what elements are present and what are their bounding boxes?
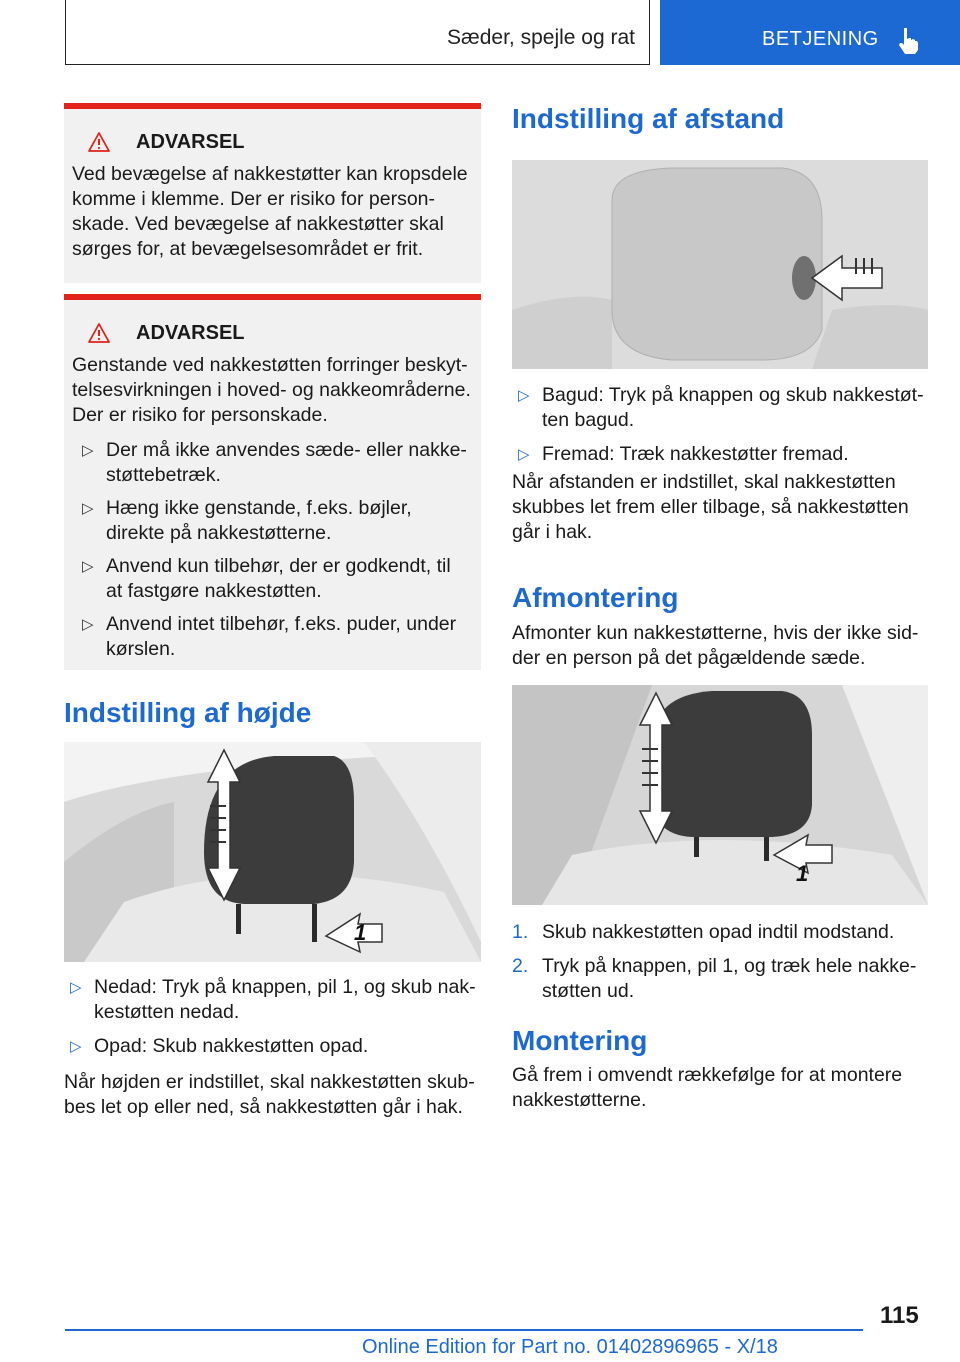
triangle-bullet-icon: ▷ bbox=[82, 500, 94, 517]
warning-text: Genstande ved nakkestøtten forringer beskyttelsesvirkningen i hoved- og nakkeområderne. Der er risiko for personskade. bbox=[72, 354, 471, 426]
triangle-bullet-icon: ▷ bbox=[82, 442, 94, 459]
list-item: ▷ Nedad: Tryk på knappen, pil 1, og skub nakkestøtten nedad. bbox=[70, 976, 476, 1023]
warning-triangle-icon bbox=[88, 323, 110, 343]
header-section-box bbox=[65, 0, 650, 65]
list-item: ▷ Der må ikke anvendes sæde- eller nakkestøttebetræk. bbox=[82, 439, 467, 486]
triangle-bullet-icon: ▷ bbox=[82, 616, 94, 633]
warning-list bbox=[72, 438, 471, 662]
image-callout: 1 bbox=[796, 861, 809, 886]
list-item: ▷ Anvend intet tilbehør, f.eks. puder, under kørslen. bbox=[82, 613, 457, 660]
section-heading-removal: Afmontering bbox=[512, 582, 679, 613]
mounting-text: Gå frem i omvendt rækkefølge for at montere nakkestøtterne. bbox=[512, 1064, 903, 1111]
header-chapter-tab bbox=[660, 0, 960, 65]
page-number: 115 bbox=[880, 1302, 919, 1329]
section-heading-distance: Indstilling af afstand bbox=[512, 103, 785, 134]
list-item: 2. Tryk på knappen, pil 1, og træk hele nakkestøtten ud. bbox=[512, 955, 917, 1002]
header-section-title: Sæder, spejle og rat bbox=[447, 26, 635, 49]
list-item: ▷ Bagud: Tryk på knappen og skub nakkestøtten bagud. bbox=[518, 384, 924, 431]
height-list bbox=[64, 975, 484, 1068]
warning-box-1 bbox=[64, 103, 481, 283]
list-item: ▷ Hæng ikke genstande, f.eks. bøjler, direkte på nakkestøtterne. bbox=[82, 497, 412, 544]
image-callout: 1 bbox=[354, 920, 367, 945]
distance-text: Når afstanden er indstillet, skal nakkestøtten skubbes let frem eller tilbage, så nakkestøtten går i hak. bbox=[512, 471, 909, 543]
triangle-bullet-icon: ▷ bbox=[70, 979, 82, 996]
headrest-height-image bbox=[64, 742, 481, 962]
triangle-bullet-icon: ▷ bbox=[518, 387, 530, 404]
triangle-bullet-icon: ▷ bbox=[518, 446, 530, 463]
list-item: 1. Skub nakkestøtten opad indtil modstand. bbox=[512, 921, 895, 943]
removal-text: Afmonter kun nakkestøtterne, hvis der ikke sidder en person på det pågældende sæde. bbox=[512, 622, 919, 669]
headrest-removal-image bbox=[512, 685, 928, 905]
footer-rule bbox=[65, 1329, 863, 1331]
triangle-bullet-icon: ▷ bbox=[82, 558, 94, 575]
warning-triangle-icon bbox=[88, 132, 110, 152]
height-text: Når højden er indstillet, skal nakkestøtten skubbes let op eller ned, så nakkestøtten går i hak. bbox=[64, 1071, 475, 1118]
warning-title: ADVARSEL bbox=[136, 130, 245, 153]
distance-list bbox=[512, 383, 932, 476]
footer-edition: Online Edition for Part no. 01402896965 - X/18 bbox=[362, 1336, 778, 1358]
section-heading-height: Indstilling af højde bbox=[64, 697, 312, 728]
list-item: ▷ Opad: Skub nakkestøtten opad. bbox=[70, 1035, 369, 1057]
warning-text: Ved bevægelse af nakkestøtter kan kropsdele komme i klemme. Der er risiko for personskade. Ved bevægelse af nakkestøtter skal sørges for, at bevægelsesområdet er frit. bbox=[72, 163, 468, 260]
triangle-bullet-icon: ▷ bbox=[70, 1038, 82, 1055]
section-heading-mounting: Montering bbox=[512, 1025, 648, 1056]
header-chapter-label: BETJENING bbox=[762, 28, 879, 50]
hand-pointer-icon bbox=[896, 26, 920, 54]
warning-title: ADVARSEL bbox=[136, 321, 245, 344]
removal-steps bbox=[512, 920, 932, 1013]
list-item: ▷ Anvend kun tilbehør, der er godkendt, til at fastgøre nakkestøtten. bbox=[82, 555, 451, 602]
list-item: ▷ Fremad: Træk nakkestøtter fremad. bbox=[518, 443, 849, 465]
headrest-distance-image bbox=[512, 160, 928, 369]
warning-box-2 bbox=[64, 294, 481, 670]
